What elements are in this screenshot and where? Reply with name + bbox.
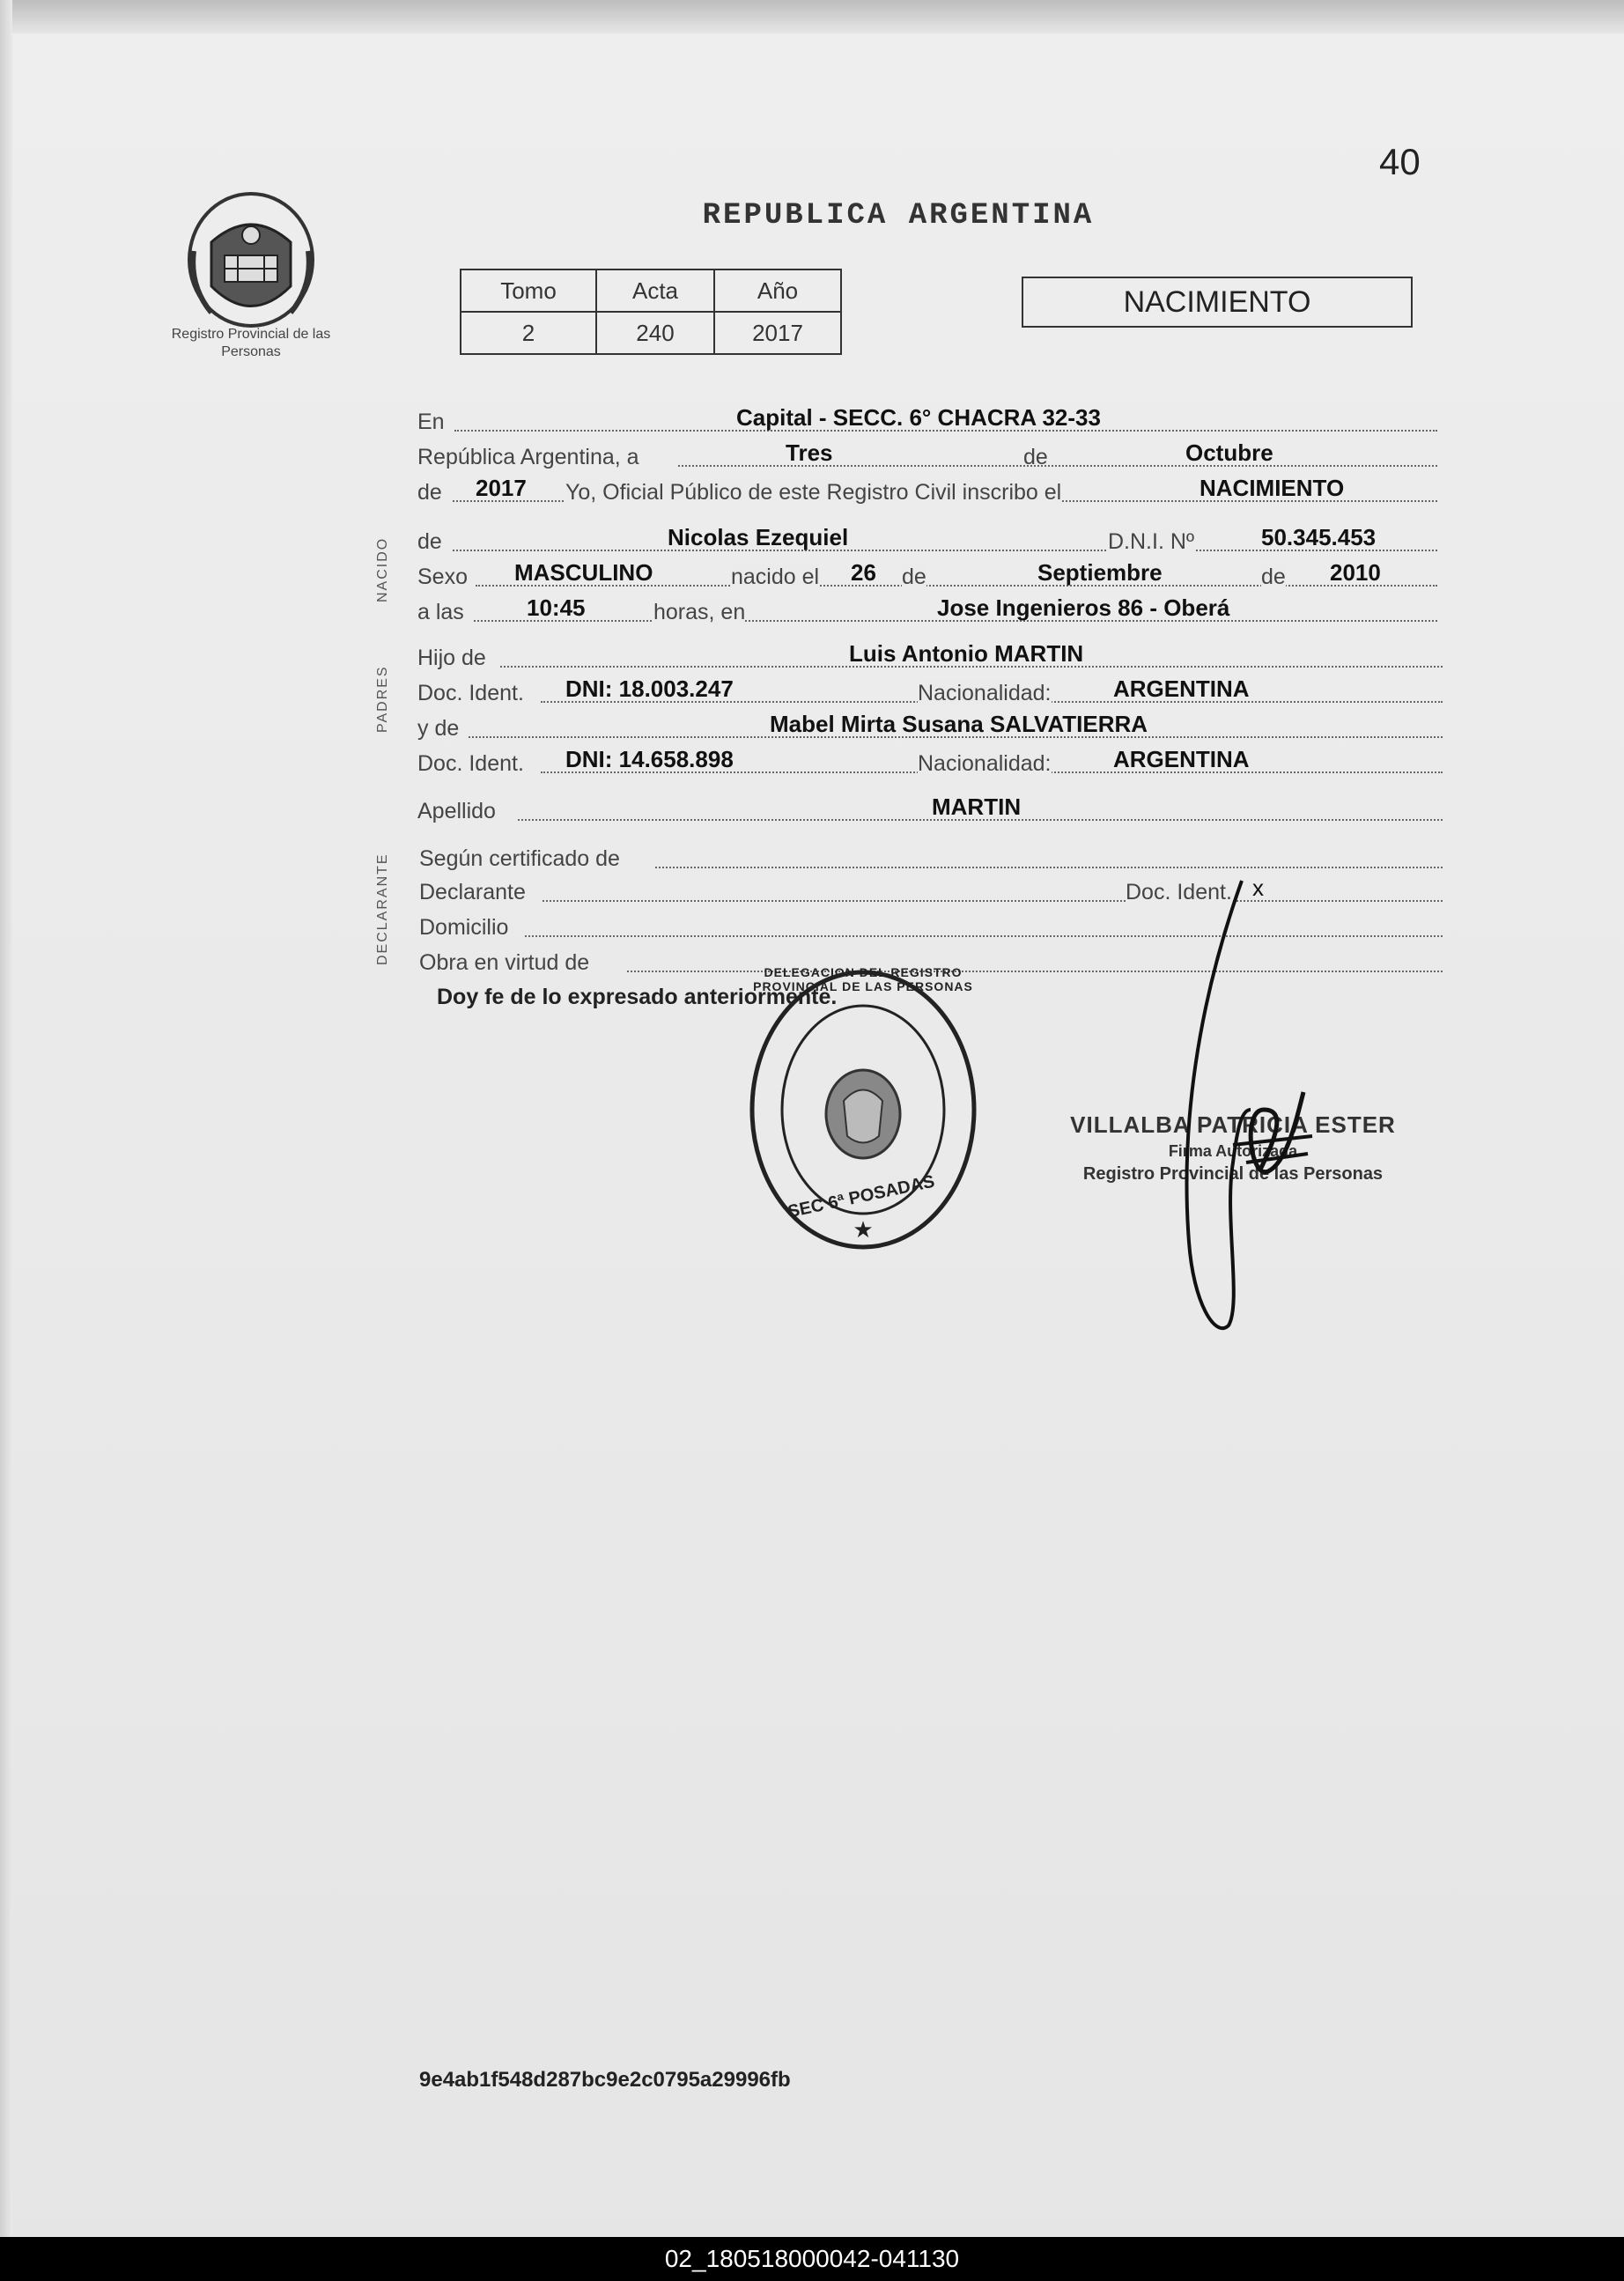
footer-id-bar: 02_180518000042-041130 bbox=[0, 2237, 1624, 2281]
label-nacido-el: nacido el bbox=[731, 565, 820, 589]
scan-edge-top bbox=[0, 0, 1624, 33]
document-hash: 9e4ab1f548d287bc9e2c0795a29996fb bbox=[419, 2068, 791, 2092]
document-type-box: NACIMIENTO bbox=[1022, 277, 1413, 328]
label-yo-oficial: Yo, Oficial Público de este Registro Civil inscribo el bbox=[565, 480, 1062, 505]
label-declarante: Declarante bbox=[419, 880, 526, 904]
handwritten-signature bbox=[1145, 845, 1436, 1347]
value-sexo: MASCULINO bbox=[514, 559, 653, 586]
row-sexo bbox=[417, 557, 1437, 592]
row-madre-doc bbox=[417, 743, 1443, 779]
label-domicilio: Domicilio bbox=[419, 915, 509, 940]
side-label-declarante: DECLARANTE bbox=[375, 853, 390, 965]
value-inscripcion: NACIMIENTO bbox=[1200, 475, 1345, 501]
signer-role: Firma Autorizada bbox=[1168, 1142, 1298, 1160]
acta-table bbox=[460, 269, 842, 355]
label-obra-en-virtud: Obra en virtud de bbox=[419, 950, 590, 975]
value-hora: 10:45 bbox=[527, 594, 586, 621]
label-de-mes: de bbox=[1023, 445, 1048, 469]
signer-organization: Registro Provincial de las Personas bbox=[1082, 1164, 1384, 1184]
value-dni: 50.345.453 bbox=[1261, 524, 1377, 550]
label-de-dia: de bbox=[902, 565, 926, 589]
value-nombre: Nicolas Ezequiel bbox=[668, 524, 849, 550]
value-padre-doc: DNI: 18.003.247 bbox=[565, 675, 734, 702]
label-sexo: Sexo bbox=[417, 565, 468, 589]
signer-name: VILLALBA PATRICIA ESTER bbox=[1070, 1111, 1396, 1138]
side-label-padres: PADRES bbox=[375, 665, 390, 733]
label-hijo-de: Hijo de bbox=[417, 646, 486, 670]
acta-table-value-row bbox=[461, 312, 841, 354]
svg-text:★: ★ bbox=[853, 1217, 874, 1244]
label-nacionalidad-madre: Nacionalidad: bbox=[918, 751, 1052, 776]
value-mes: Octubre bbox=[1185, 439, 1273, 466]
row-inscripcion bbox=[417, 472, 1437, 507]
row-en bbox=[417, 402, 1437, 437]
value-padre: Luis Antonio MARTIN bbox=[849, 640, 1084, 667]
acta-header-tomo: Tomo bbox=[461, 269, 596, 312]
stamp-inner-text: SEC 6ª POSADAS bbox=[786, 1171, 937, 1222]
label-y-de: y de bbox=[417, 716, 460, 741]
value-madre-doc: DNI: 14.658.898 bbox=[565, 746, 734, 772]
value-apellido: MARTIN bbox=[932, 794, 1022, 820]
label-doc-ident-padre: Doc. Ident. bbox=[417, 681, 524, 705]
label-apellido: Apellido bbox=[417, 799, 496, 823]
value-lugar-nac: Jose Ingenieros 86 - Oberá bbox=[937, 594, 1230, 621]
closing-statement: Doy fe de lo expresado anteriormente. bbox=[437, 985, 838, 1009]
label-horas-en: horas, en bbox=[653, 600, 746, 624]
row-nombre bbox=[417, 521, 1437, 557]
row-republica bbox=[417, 437, 1437, 472]
label-nacionalidad-padre: Nacionalidad: bbox=[918, 681, 1052, 705]
scan-edge-left bbox=[0, 0, 12, 2237]
acta-value-tomo: 2 bbox=[461, 312, 596, 354]
value-madre-nac: ARGENTINA bbox=[1113, 746, 1250, 772]
acta-table-header-row bbox=[461, 269, 841, 312]
value-dia-letras: Tres bbox=[786, 439, 833, 466]
document-title: REPUBLICA ARGENTINA bbox=[702, 199, 1095, 233]
label-en: En bbox=[417, 410, 445, 434]
label-dni: D.N.I. Nº bbox=[1108, 529, 1195, 554]
stamp-ring-text: DELEGACION DEL REGISTRO PROVINCIAL DE LAS PERSONAS bbox=[753, 965, 973, 993]
logo-caption: Registro Provincial de las Personas bbox=[171, 327, 331, 359]
value-madre: Mabel Mirta Susana SALVATIERRA bbox=[770, 711, 1148, 737]
label-republica: República Argentina, a bbox=[417, 445, 639, 469]
row-apellido bbox=[417, 791, 1443, 826]
acta-value-anio: 2017 bbox=[714, 312, 841, 354]
page-number: 40 bbox=[1379, 141, 1421, 182]
coat-of-arms-logo bbox=[176, 181, 326, 330]
value-anio: 2017 bbox=[476, 475, 527, 501]
label-doc-ident-madre: Doc. Ident. bbox=[417, 751, 524, 776]
row-hora bbox=[417, 592, 1437, 627]
row-padre bbox=[417, 638, 1443, 673]
label-a-las: a las bbox=[417, 600, 464, 624]
acta-header-acta: Acta bbox=[596, 269, 714, 312]
row-padre-doc bbox=[417, 673, 1443, 708]
label-segun-certificado: Según certificado de bbox=[419, 846, 620, 871]
value-padre-nac: ARGENTINA bbox=[1113, 675, 1250, 702]
row-madre bbox=[417, 708, 1443, 743]
label-de-nombre: de bbox=[417, 529, 442, 554]
value-mes-nac: Septiembre bbox=[1037, 559, 1163, 586]
acta-value-acta: 240 bbox=[596, 312, 714, 354]
label-doc-ident-declarante: Doc. Ident. bbox=[1126, 880, 1232, 904]
acta-header-anio: Año bbox=[714, 269, 841, 312]
side-label-nacido: NACIDO bbox=[375, 536, 390, 602]
label-de-anio-nac: de bbox=[1261, 565, 1286, 589]
label-de-anio: de bbox=[417, 480, 442, 505]
value-dia-nac: 26 bbox=[851, 559, 876, 586]
value-lugar: Capital - SECC. 6° CHACRA 32-33 bbox=[736, 404, 1101, 431]
value-declarante-doc: x bbox=[1252, 875, 1264, 901]
value-anio-nac: 2010 bbox=[1330, 559, 1381, 586]
